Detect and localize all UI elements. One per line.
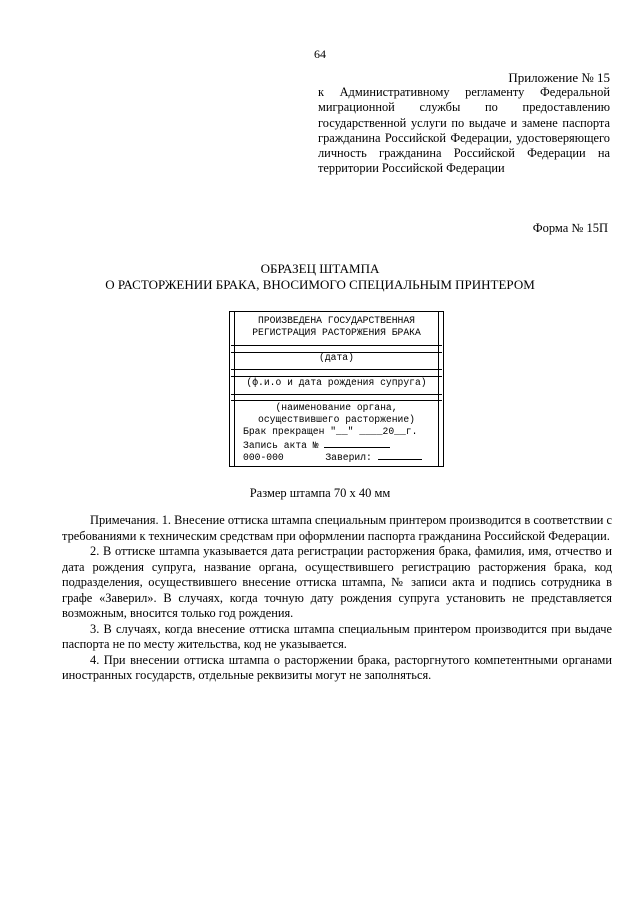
stamp-inner-frame <box>234 312 439 466</box>
note-paragraph: Примечания. 1. Внесение оттиска штампа специальным принтером производится в соответствии с требованиями к техническим средствам при оформлении паспорта гражданина Российской Федерации. <box>62 513 612 543</box>
title-line-1: ОБРАЗЕЦ ШТАМПА <box>260 261 380 276</box>
stamp-organ-label-2: осуществившего расторжение) <box>258 414 415 425</box>
stamp-date-label: (дата) <box>319 352 354 363</box>
stamp-certified-label: Заверил: <box>325 452 372 463</box>
stamp-division-code: 000-000 <box>243 452 284 463</box>
stamp-organ-label-1: (наименование органа, <box>275 402 398 413</box>
stamp-bottom-row <box>235 450 438 464</box>
stamp-record-label: Запись акта № <box>243 440 319 451</box>
appendix-body: к Административному регламенту Федеральной миграционной службы по предоставлению государственной услуги по выдаче и замене паспорта гражданина Российской Федерации, удостоверяющего личность гражданина Российской Федерации на территории Российской Федерации <box>318 85 610 176</box>
appendix-title: Приложение № 15 <box>508 70 610 85</box>
notes-section <box>62 513 612 684</box>
note-paragraph: 2. В оттиске штампа указывается дата регистрации расторжения брака, фамилия, имя, отчество и дата рождения супруга, название органа, осуществившего регистрацию расторжения брака, код подразделения, осуществившего внесение оттиска штампа, № записи акта и подпись сотрудника в графе «Заверил». В случаях, когда точную дату рождения супруга установить не представляется возможным, вносится только год рождения. <box>62 544 612 620</box>
stamp-sample <box>229 311 444 467</box>
stamp-divider <box>231 400 442 401</box>
form-number: Форма № 15П <box>532 221 608 235</box>
stamp-divider <box>231 394 442 395</box>
stamp-divider <box>231 369 442 370</box>
stamp-divider <box>231 345 442 346</box>
appendix-block <box>318 70 610 176</box>
stamp-spouse-label: (ф.и.о и дата рождения супруга) <box>246 377 427 388</box>
page-number: 64 <box>314 47 326 61</box>
stamp-header-line-1: ПРОИЗВЕДЕНА ГОСУДАРСТВЕННАЯ <box>258 315 415 326</box>
stamp-record-blank <box>324 438 390 448</box>
stamp-marriage-terminated: Брак прекращен "__" ____20__г. <box>243 426 418 437</box>
stamp-certified-blank <box>378 450 422 460</box>
note-paragraph: 4. При внесении оттиска штампа о расторжении брака, расторгнутого компетентными органами иностранных государств, отдельные реквизиты могут не заполняться. <box>62 652 612 682</box>
title-line-2: О РАСТОРЖЕНИИ БРАКА, ВНОСИМОГО СПЕЦИАЛЬНЫМ ПРИНТЕРОМ <box>105 277 535 292</box>
note-paragraph: 3. В случаях, когда внесение оттиска штампа специальным принтером производится при выдаче паспорта не по месту жительства, код не указывается. <box>62 621 612 651</box>
stamp-size-caption: Размер штампа 70 х 40 мм <box>249 486 391 500</box>
stamp-header-line-2: РЕГИСТРАЦИЯ РАСТОРЖЕНИЯ БРАКА <box>252 327 421 338</box>
document-title <box>0 261 640 293</box>
